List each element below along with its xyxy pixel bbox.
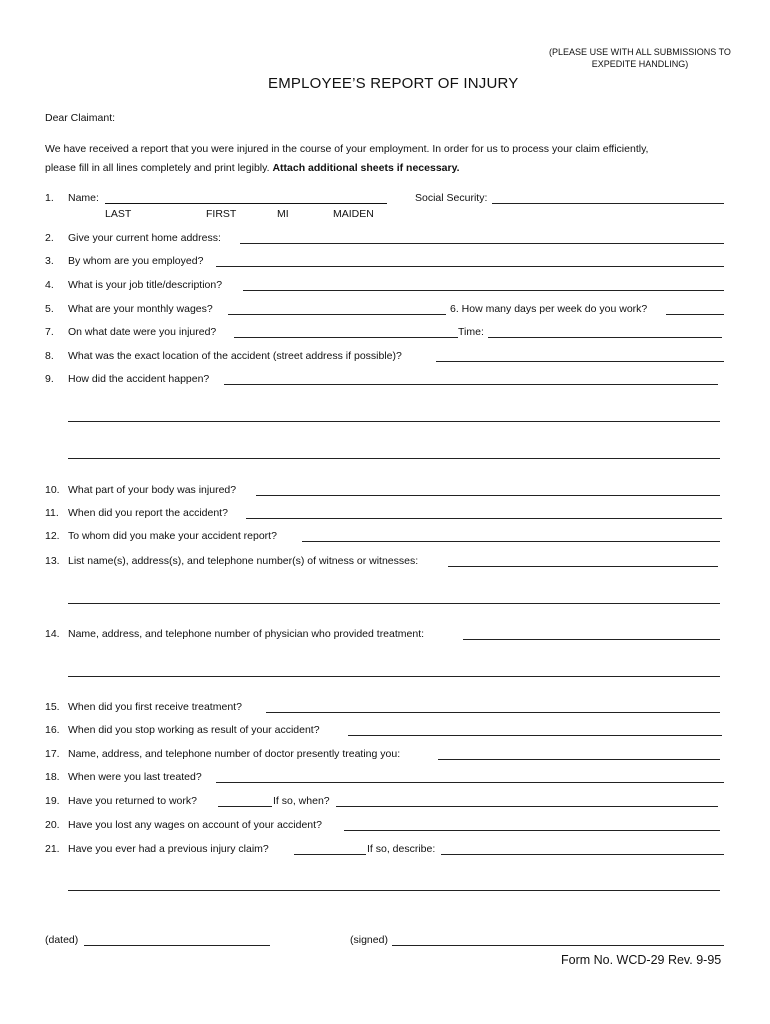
accident-location-field[interactable] xyxy=(436,361,724,362)
item-number-14: 14. xyxy=(45,628,60,640)
name-sub-first: FIRST xyxy=(206,208,237,220)
dated-field[interactable] xyxy=(84,945,270,946)
witnesses-line-2[interactable] xyxy=(68,603,720,604)
previous-claim-describe-field[interactable] xyxy=(441,854,724,855)
submission-note-line2: EXPEDITE HANDLING) xyxy=(591,59,689,69)
item-number-12: 12. xyxy=(45,530,60,542)
accident-description-line-2[interactable] xyxy=(68,421,720,422)
monthly-wages-label: What are your monthly wages? xyxy=(68,303,213,315)
item-number-1: 1. xyxy=(45,192,54,204)
first-treatment-field[interactable] xyxy=(266,712,720,713)
monthly-wages-field[interactable] xyxy=(228,314,446,315)
form-number: Form No. WCD-29 Rev. 9-95 xyxy=(561,953,722,967)
item-number-21: 21. xyxy=(45,843,60,855)
dated-label: (dated) xyxy=(45,934,79,946)
lost-wages-label: Have you lost any wages on account of your accident? xyxy=(68,819,322,831)
job-title-label: What is your job title/description? xyxy=(68,279,223,291)
name-sub-last: LAST xyxy=(105,208,132,220)
item-number-16: 16. xyxy=(45,724,60,736)
accident-description-line-3[interactable] xyxy=(68,458,720,459)
last-treated-label: When were you last treated? xyxy=(68,771,202,783)
item-number-13: 13. xyxy=(45,555,60,567)
intro-paragraph-bold: Attach additional sheets if necessary. xyxy=(272,162,460,174)
injury-date-field[interactable] xyxy=(234,337,458,338)
item-number-20: 20. xyxy=(45,819,60,831)
stopped-working-field[interactable] xyxy=(348,735,722,736)
signature-field[interactable] xyxy=(392,945,724,946)
name-sub-maiden: MAIDEN xyxy=(333,208,374,220)
last-treated-field[interactable] xyxy=(216,782,724,783)
employer-field[interactable] xyxy=(216,266,724,267)
accident-description-field[interactable] xyxy=(224,384,718,385)
social-security-field[interactable] xyxy=(492,203,724,204)
item-number-15: 15. xyxy=(45,701,60,713)
item-number-7: 7. xyxy=(45,326,54,338)
reported-to-field[interactable] xyxy=(302,541,720,542)
injury-time-label: Time: xyxy=(458,326,484,338)
return-date-label: If so, when? xyxy=(273,795,330,807)
previous-claim-field[interactable] xyxy=(294,854,366,855)
treating-physician-line-2[interactable] xyxy=(68,676,720,677)
previous-claim-label: Have you ever had a previous injury claim? xyxy=(68,843,269,855)
item-number-3: 3. xyxy=(45,255,54,267)
days-per-week-label: 6. How many days per week do you work? xyxy=(450,303,648,315)
witnesses-field[interactable] xyxy=(448,566,718,567)
item-number-10: 10. xyxy=(45,484,60,496)
home-address-label: Give your current home address: xyxy=(68,232,221,244)
item-number-18: 18. xyxy=(45,771,60,783)
accident-description-label: How did the accident happen? xyxy=(68,373,210,385)
item-number-19: 19. xyxy=(45,795,60,807)
lost-wages-field[interactable] xyxy=(344,830,720,831)
previous-claim-describe-label: If so, describe: xyxy=(367,843,436,855)
previous-claim-describe-line-2[interactable] xyxy=(68,890,720,891)
name-label: Name: xyxy=(68,192,99,204)
body-part-field[interactable] xyxy=(256,495,720,496)
return-date-field[interactable] xyxy=(336,806,718,807)
days-per-week-field[interactable] xyxy=(666,314,724,315)
item-number-4: 4. xyxy=(45,279,54,291)
name-sub-mi: MI xyxy=(277,208,289,220)
report-date-label: When did you report the accident? xyxy=(68,507,228,519)
treating-physician-field[interactable] xyxy=(463,639,720,640)
item-number-2: 2. xyxy=(45,232,54,244)
injury-date-label: On what date were you injured? xyxy=(68,326,217,338)
signed-label: (signed) xyxy=(350,934,388,946)
social-security-label: Social Security: xyxy=(415,192,488,204)
submission-note xyxy=(540,46,740,70)
intro-paragraph-line2 xyxy=(45,162,460,174)
stopped-working-label: When did you stop working as result of your accident? xyxy=(68,724,320,736)
item-number-5: 5. xyxy=(45,303,54,315)
submission-note-line1: (PLEASE USE WITH ALL SUBMISSIONS TO xyxy=(549,47,731,57)
job-title-field[interactable] xyxy=(243,290,724,291)
current-doctor-field[interactable] xyxy=(438,759,720,760)
name-field[interactable] xyxy=(105,203,387,204)
item-number-9: 9. xyxy=(45,373,54,385)
body-part-label: What part of your body was injured? xyxy=(68,484,237,496)
injury-time-field[interactable] xyxy=(488,337,722,338)
intro-paragraph-line1: We have received a report that you were injured in the course of your employment. In order for us to process your claim efficiently, xyxy=(45,143,649,155)
reported-to-label: To whom did you make your accident report? xyxy=(68,530,277,542)
employer-label: By whom are you employed? xyxy=(68,255,204,267)
current-doctor-label: Name, address, and telephone number of doctor presently treating you: xyxy=(68,748,401,760)
item-number-8: 8. xyxy=(45,350,54,362)
item-number-11: 11. xyxy=(45,507,59,519)
home-address-field[interactable] xyxy=(240,243,724,244)
first-treatment-label: When did you first receive treatment? xyxy=(68,701,242,713)
form-title: EMPLOYEE’S REPORT OF INJURY xyxy=(268,75,519,92)
salutation: Dear Claimant: xyxy=(45,112,116,124)
treating-physician-label: Name, address, and telephone number of physician who provided treatment: xyxy=(68,628,425,640)
witnesses-label: List name(s), address(s), and telephone number(s) of witness or witnesses: xyxy=(68,555,419,567)
accident-location-label: What was the exact location of the accident (street address if possible)? xyxy=(68,350,402,362)
returned-to-work-label: Have you returned to work? xyxy=(68,795,197,807)
returned-to-work-field[interactable] xyxy=(218,806,272,807)
report-date-field[interactable] xyxy=(246,518,722,519)
item-number-17: 17. xyxy=(45,748,60,760)
intro-paragraph-text: please fill in all lines completely and print legibly. xyxy=(45,162,270,174)
